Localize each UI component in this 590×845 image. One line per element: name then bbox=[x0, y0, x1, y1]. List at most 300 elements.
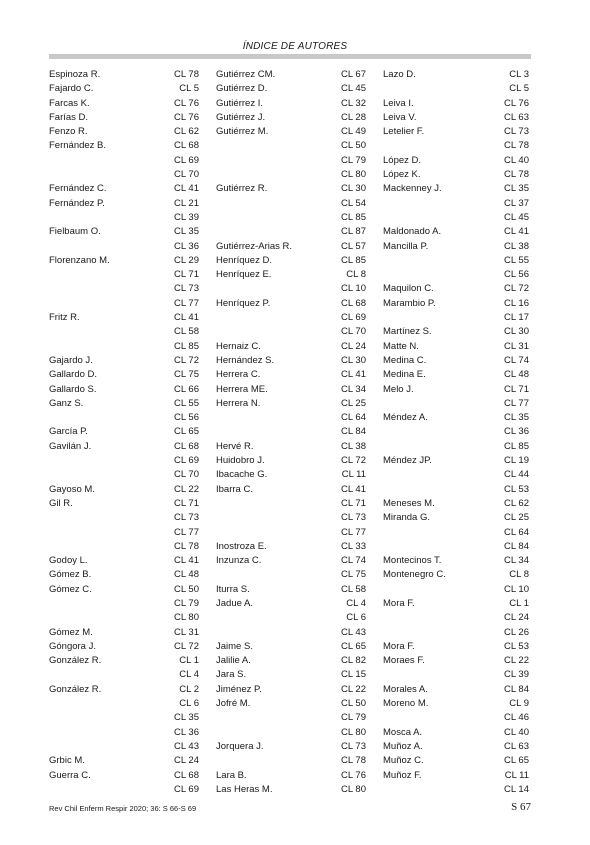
author-name: Muñoz F. bbox=[383, 769, 422, 781]
abstract-code: CL 50 bbox=[341, 140, 366, 152]
abstract-code: CL 22 bbox=[174, 483, 199, 495]
page-number: S 67 bbox=[511, 801, 531, 813]
author-name: Gallardo S. bbox=[49, 383, 97, 395]
abstract-code: CL 30 bbox=[341, 183, 366, 195]
index-entry bbox=[383, 454, 529, 468]
index-entry bbox=[216, 111, 366, 125]
author-name: Gajardo J. bbox=[49, 354, 93, 366]
author-name: Gil R. bbox=[49, 497, 73, 509]
index-entry bbox=[383, 783, 529, 797]
abstract-code: CL 72 bbox=[504, 283, 529, 295]
abstract-code: CL 38 bbox=[504, 240, 529, 252]
index-entry bbox=[49, 497, 199, 511]
author-column-1 bbox=[49, 68, 199, 797]
index-entry bbox=[49, 254, 199, 268]
abstract-code: CL 46 bbox=[504, 712, 529, 724]
abstract-code: CL 69 bbox=[341, 312, 366, 324]
index-entry bbox=[49, 511, 199, 525]
index-entry bbox=[383, 511, 529, 525]
index-entry bbox=[49, 540, 199, 554]
abstract-code: CL 54 bbox=[341, 197, 366, 209]
abstract-code: CL 77 bbox=[174, 526, 199, 538]
author-name: Inostroza E. bbox=[216, 540, 267, 552]
abstract-code: CL 49 bbox=[341, 126, 366, 138]
author-name: Fajardo C. bbox=[49, 83, 94, 95]
index-entry bbox=[216, 440, 366, 454]
index-entry bbox=[49, 168, 199, 182]
abstract-code: CL 87 bbox=[341, 226, 366, 238]
index-entry bbox=[383, 711, 529, 725]
index-entry bbox=[216, 640, 366, 654]
abstract-code: CL 62 bbox=[174, 126, 199, 138]
index-entry bbox=[49, 68, 199, 82]
index-entry bbox=[383, 540, 529, 554]
index-entry bbox=[216, 697, 366, 711]
author-name: Farcas K. bbox=[49, 97, 90, 109]
index-entry bbox=[216, 383, 366, 397]
index-entry bbox=[49, 554, 199, 568]
index-entry bbox=[383, 268, 529, 282]
index-entry bbox=[216, 497, 366, 511]
abstract-code: CL 41 bbox=[504, 226, 529, 238]
abstract-code: CL 9 bbox=[509, 698, 529, 710]
author-name: González R. bbox=[49, 655, 102, 667]
author-name: Henríquez D. bbox=[216, 254, 272, 266]
index-entry bbox=[49, 139, 199, 153]
author-name: Iturra S. bbox=[216, 583, 250, 595]
abstract-code: CL 10 bbox=[341, 283, 366, 295]
abstract-code: CL 43 bbox=[174, 740, 199, 752]
abstract-code: CL 73 bbox=[341, 512, 366, 524]
abstract-code: CL 34 bbox=[504, 555, 529, 567]
author-name: Ganz S. bbox=[49, 397, 84, 409]
author-name: Marambio P. bbox=[383, 297, 436, 309]
index-entry bbox=[49, 240, 199, 254]
abstract-code: CL 74 bbox=[341, 555, 366, 567]
author-name: Gutiérrez D. bbox=[216, 83, 268, 95]
author-name: Lara B. bbox=[216, 769, 247, 781]
index-entry bbox=[216, 311, 366, 325]
index-entry bbox=[383, 568, 529, 582]
index-entry bbox=[383, 626, 529, 640]
abstract-code: CL 25 bbox=[504, 512, 529, 524]
index-entry bbox=[216, 540, 366, 554]
index-entry bbox=[383, 554, 529, 568]
abstract-code: CL 22 bbox=[341, 683, 366, 695]
index-entry bbox=[383, 68, 529, 82]
abstract-code: CL 21 bbox=[174, 197, 199, 209]
abstract-code: CL 41 bbox=[341, 369, 366, 381]
index-entry bbox=[216, 783, 366, 797]
author-name: Meneses M. bbox=[383, 497, 435, 509]
index-entry bbox=[383, 240, 529, 254]
index-entry bbox=[49, 597, 199, 611]
index-entry bbox=[383, 683, 529, 697]
abstract-code: CL 77 bbox=[504, 397, 529, 409]
abstract-code: CL 43 bbox=[341, 626, 366, 638]
author-name: Herrera N. bbox=[216, 397, 261, 409]
author-name: Moreno M. bbox=[383, 698, 429, 710]
abstract-code: CL 30 bbox=[341, 354, 366, 366]
abstract-code: CL 28 bbox=[341, 111, 366, 123]
index-entry bbox=[383, 697, 529, 711]
abstract-code: CL 58 bbox=[174, 326, 199, 338]
abstract-code: CL 34 bbox=[341, 383, 366, 395]
author-name: Godoy L. bbox=[49, 555, 88, 567]
index-entry bbox=[49, 411, 199, 425]
abstract-code: CL 72 bbox=[174, 640, 199, 652]
author-name: Gutiérrez-Arias R. bbox=[216, 240, 293, 252]
author-name: Jaime S. bbox=[216, 640, 253, 652]
index-entry bbox=[49, 468, 199, 482]
abstract-code: CL 71 bbox=[174, 269, 199, 281]
author-name: Farías D. bbox=[49, 111, 89, 123]
abstract-code: CL 50 bbox=[341, 698, 366, 710]
abstract-code: CL 75 bbox=[341, 569, 366, 581]
index-entry bbox=[49, 311, 199, 325]
abstract-code: CL 33 bbox=[341, 540, 366, 552]
index-entry bbox=[383, 97, 529, 111]
abstract-code: CL 65 bbox=[174, 426, 199, 438]
index-entry bbox=[383, 254, 529, 268]
author-name: Mancilla P. bbox=[383, 240, 429, 252]
abstract-code: CL 24 bbox=[504, 612, 529, 624]
index-entry bbox=[383, 325, 529, 339]
author-name: Gómez M. bbox=[49, 626, 93, 638]
author-name: Maldonado A. bbox=[383, 226, 442, 238]
index-entry bbox=[49, 197, 199, 211]
abstract-code: CL 40 bbox=[504, 154, 529, 166]
abstract-code: CL 82 bbox=[341, 655, 366, 667]
abstract-code: CL 57 bbox=[341, 240, 366, 252]
index-entry bbox=[383, 125, 529, 139]
index-entry bbox=[49, 754, 199, 768]
page-title: ÍNDICE DE AUTORES bbox=[242, 41, 348, 52]
index-entry bbox=[383, 483, 529, 497]
abstract-code: CL 76 bbox=[341, 769, 366, 781]
abstract-code: CL 4 bbox=[346, 597, 366, 609]
abstract-code: CL 55 bbox=[174, 397, 199, 409]
abstract-code: CL 64 bbox=[341, 412, 366, 424]
index-entry bbox=[383, 668, 529, 682]
index-entry bbox=[216, 397, 366, 411]
abstract-code: CL 17 bbox=[504, 312, 529, 324]
abstract-code: CL 41 bbox=[174, 312, 199, 324]
index-entry bbox=[49, 154, 199, 168]
index-entry bbox=[216, 568, 366, 582]
index-entry bbox=[383, 611, 529, 625]
abstract-code: CL 69 bbox=[174, 783, 199, 795]
author-name: Fenzo R. bbox=[49, 126, 88, 138]
index-entry bbox=[383, 82, 529, 96]
index-entry bbox=[383, 197, 529, 211]
abstract-code: CL 76 bbox=[174, 111, 199, 123]
abstract-code: CL 38 bbox=[341, 440, 366, 452]
abstract-code: CL 41 bbox=[174, 183, 199, 195]
author-name: Hernaiz C. bbox=[216, 340, 261, 352]
index-entry bbox=[383, 754, 529, 768]
abstract-code: CL 80 bbox=[341, 726, 366, 738]
author-name: Medina C. bbox=[383, 354, 427, 366]
index-entry bbox=[216, 411, 366, 425]
abstract-code: CL 8 bbox=[509, 569, 529, 581]
author-name: Fernández B. bbox=[49, 140, 107, 152]
index-entry bbox=[216, 125, 366, 139]
abstract-code: CL 5 bbox=[179, 83, 199, 95]
author-name: Jofré M. bbox=[216, 698, 251, 710]
abstract-code: CL 24 bbox=[341, 340, 366, 352]
author-name: Inzunza C. bbox=[216, 555, 262, 567]
abstract-code: CL 64 bbox=[504, 526, 529, 538]
abstract-code: CL 73 bbox=[174, 283, 199, 295]
abstract-code: CL 78 bbox=[341, 755, 366, 767]
abstract-code: CL 56 bbox=[174, 412, 199, 424]
index-entry bbox=[216, 454, 366, 468]
author-name: Maquilon C. bbox=[383, 283, 434, 295]
author-name: Ibarra C. bbox=[216, 483, 253, 495]
abstract-code: CL 84 bbox=[504, 683, 529, 695]
author-name: Fernández C. bbox=[49, 183, 107, 195]
index-entry bbox=[383, 383, 529, 397]
index-entry bbox=[383, 182, 529, 196]
abstract-code: CL 53 bbox=[504, 483, 529, 495]
abstract-code: CL 19 bbox=[504, 455, 529, 467]
index-entry bbox=[383, 597, 529, 611]
abstract-code: CL 30 bbox=[504, 326, 529, 338]
abstract-code: CL 48 bbox=[504, 369, 529, 381]
author-name: Huidobro J. bbox=[216, 455, 265, 467]
index-entry bbox=[216, 325, 366, 339]
author-name: Jara S. bbox=[216, 669, 247, 681]
abstract-code: CL 75 bbox=[174, 369, 199, 381]
abstract-code: CL 40 bbox=[504, 726, 529, 738]
author-name: Hervé R. bbox=[216, 440, 254, 452]
author-name: Mora F. bbox=[383, 640, 415, 652]
index-entry bbox=[383, 211, 529, 225]
author-name: Muñoz C. bbox=[383, 755, 424, 767]
index-entry bbox=[49, 282, 199, 296]
index-entry bbox=[49, 769, 199, 783]
abstract-code: CL 10 bbox=[504, 583, 529, 595]
abstract-code: CL 78 bbox=[174, 69, 199, 80]
abstract-code: CL 31 bbox=[174, 626, 199, 638]
index-entry bbox=[49, 740, 199, 754]
abstract-code: CL 84 bbox=[341, 426, 366, 438]
index-entry bbox=[49, 526, 199, 540]
abstract-code: CL 73 bbox=[341, 740, 366, 752]
index-entry bbox=[383, 297, 529, 311]
abstract-code: CL 25 bbox=[341, 397, 366, 409]
abstract-code: CL 65 bbox=[504, 755, 529, 767]
index-entry bbox=[216, 82, 366, 96]
index-entry bbox=[216, 711, 366, 725]
index-entry bbox=[216, 297, 366, 311]
index-entry bbox=[383, 368, 529, 382]
index-entry bbox=[383, 640, 529, 654]
index-entry bbox=[383, 740, 529, 754]
index-entry bbox=[216, 197, 366, 211]
index-entry bbox=[49, 440, 199, 454]
abstract-code: CL 6 bbox=[179, 698, 199, 710]
abstract-code: CL 48 bbox=[174, 569, 199, 581]
author-name: Guerra C. bbox=[49, 769, 91, 781]
author-name: Méndez A. bbox=[383, 412, 428, 424]
author-name: Gallardo D. bbox=[49, 369, 98, 381]
index-entry bbox=[383, 311, 529, 325]
index-entry bbox=[383, 225, 529, 239]
author-name: Herrera C. bbox=[216, 369, 261, 381]
index-entry bbox=[216, 668, 366, 682]
index-entry bbox=[383, 139, 529, 153]
abstract-code: CL 39 bbox=[174, 211, 199, 223]
index-entry bbox=[49, 97, 199, 111]
index-entry bbox=[49, 425, 199, 439]
index-entry bbox=[383, 425, 529, 439]
abstract-code: CL 11 bbox=[504, 769, 529, 781]
abstract-code: CL 31 bbox=[504, 340, 529, 352]
abstract-code: CL 76 bbox=[504, 97, 529, 109]
index-entry bbox=[49, 225, 199, 239]
index-entry bbox=[216, 211, 366, 225]
abstract-code: CL 45 bbox=[504, 211, 529, 223]
abstract-code: CL 67 bbox=[341, 69, 366, 80]
author-name: Gómez C. bbox=[49, 583, 92, 595]
index-entry bbox=[216, 182, 366, 196]
index-entry bbox=[216, 754, 366, 768]
index-entry bbox=[216, 68, 366, 82]
abstract-code: CL 80 bbox=[174, 612, 199, 624]
author-name: Florenzano M. bbox=[49, 254, 110, 266]
author-name: Montecinos T. bbox=[383, 555, 442, 567]
index-entry bbox=[216, 340, 366, 354]
abstract-code: CL 35 bbox=[174, 712, 199, 724]
index-entry bbox=[216, 740, 366, 754]
abstract-code: CL 16 bbox=[504, 297, 529, 309]
author-name: López K. bbox=[383, 169, 421, 181]
index-entry bbox=[383, 168, 529, 182]
abstract-code: CL 79 bbox=[341, 154, 366, 166]
index-entry bbox=[216, 483, 366, 497]
author-name: Méndez JP. bbox=[383, 455, 432, 467]
author-name: Leiva I. bbox=[383, 97, 414, 109]
author-name: García P. bbox=[49, 426, 88, 438]
abstract-code: CL 68 bbox=[341, 297, 366, 309]
abstract-code: CL 70 bbox=[341, 326, 366, 338]
index-entry bbox=[49, 783, 199, 797]
index-entry bbox=[216, 354, 366, 368]
abstract-code: CL 85 bbox=[504, 440, 529, 452]
index-entry bbox=[49, 654, 199, 668]
index-entry bbox=[383, 468, 529, 482]
abstract-code: CL 35 bbox=[174, 226, 199, 238]
index-entry bbox=[216, 597, 366, 611]
abstract-code: CL 72 bbox=[174, 354, 199, 366]
index-entry bbox=[383, 526, 529, 540]
abstract-code: CL 80 bbox=[341, 169, 366, 181]
index-entry bbox=[49, 383, 199, 397]
author-name: López D. bbox=[383, 154, 422, 166]
abstract-code: CL 32 bbox=[341, 97, 366, 109]
index-entry bbox=[383, 440, 529, 454]
abstract-code: CL 50 bbox=[174, 583, 199, 595]
abstract-code: CL 71 bbox=[341, 497, 366, 509]
abstract-code: CL 63 bbox=[504, 111, 529, 123]
abstract-code: CL 71 bbox=[504, 383, 529, 395]
index-entry bbox=[383, 726, 529, 740]
index-entry bbox=[216, 168, 366, 182]
index-entry bbox=[49, 340, 199, 354]
abstract-code: CL 35 bbox=[504, 183, 529, 195]
index-entry bbox=[216, 554, 366, 568]
index-entry bbox=[49, 611, 199, 625]
author-name: Hernández S. bbox=[216, 354, 275, 366]
index-entry bbox=[49, 268, 199, 282]
index-entry bbox=[49, 683, 199, 697]
index-entry bbox=[216, 583, 366, 597]
abstract-code: CL 77 bbox=[341, 526, 366, 538]
author-name: Fritz R. bbox=[49, 312, 80, 324]
index-entry bbox=[216, 726, 366, 740]
abstract-code: CL 72 bbox=[341, 455, 366, 467]
abstract-code: CL 15 bbox=[341, 669, 366, 681]
abstract-code: CL 70 bbox=[174, 469, 199, 481]
author-name: Gómez B. bbox=[49, 569, 92, 581]
index-entry bbox=[383, 769, 529, 783]
index-entry bbox=[49, 325, 199, 339]
abstract-code: CL 36 bbox=[504, 426, 529, 438]
abstract-code: CL 41 bbox=[174, 555, 199, 567]
abstract-code: CL 3 bbox=[509, 69, 529, 80]
author-name: Gutiérrez CM. bbox=[216, 69, 276, 80]
abstract-code: CL 84 bbox=[504, 540, 529, 552]
author-name: Letelier F. bbox=[383, 126, 425, 138]
abstract-code: CL 73 bbox=[504, 126, 529, 138]
abstract-code: CL 37 bbox=[504, 197, 529, 209]
index-entry bbox=[49, 626, 199, 640]
abstract-code: CL 78 bbox=[504, 140, 529, 152]
abstract-code: CL 1 bbox=[179, 655, 199, 667]
author-name: Gayoso M. bbox=[49, 483, 95, 495]
author-name: Martínez S. bbox=[383, 326, 432, 338]
abstract-code: CL 5 bbox=[509, 83, 529, 95]
author-name: Mosca A. bbox=[383, 726, 423, 738]
index-entry bbox=[49, 454, 199, 468]
author-column-2 bbox=[216, 68, 366, 797]
journal-citation: Rev Chil Enferm Respir 2020; 36: S 66-S 69 bbox=[49, 804, 197, 813]
abstract-code: CL 55 bbox=[504, 254, 529, 266]
index-entry bbox=[383, 340, 529, 354]
index-entry bbox=[383, 154, 529, 168]
abstract-code: CL 14 bbox=[504, 783, 529, 795]
index-entry bbox=[216, 254, 366, 268]
abstract-code: CL 78 bbox=[504, 169, 529, 181]
index-entry bbox=[216, 154, 366, 168]
abstract-code: CL 6 bbox=[346, 612, 366, 624]
abstract-code: CL 29 bbox=[174, 254, 199, 266]
abstract-code: CL 63 bbox=[504, 740, 529, 752]
author-name: Góngora J. bbox=[49, 640, 96, 652]
abstract-code: CL 2 bbox=[179, 683, 199, 695]
abstract-code: CL 56 bbox=[504, 269, 529, 281]
author-name: Gutiérrez M. bbox=[216, 126, 269, 138]
abstract-code: CL 85 bbox=[174, 340, 199, 352]
abstract-code: CL 70 bbox=[174, 169, 199, 181]
index-entry bbox=[216, 268, 366, 282]
abstract-code: CL 76 bbox=[174, 97, 199, 109]
author-name: Espinoza R. bbox=[49, 69, 101, 80]
index-entry bbox=[49, 726, 199, 740]
index-entry bbox=[383, 497, 529, 511]
